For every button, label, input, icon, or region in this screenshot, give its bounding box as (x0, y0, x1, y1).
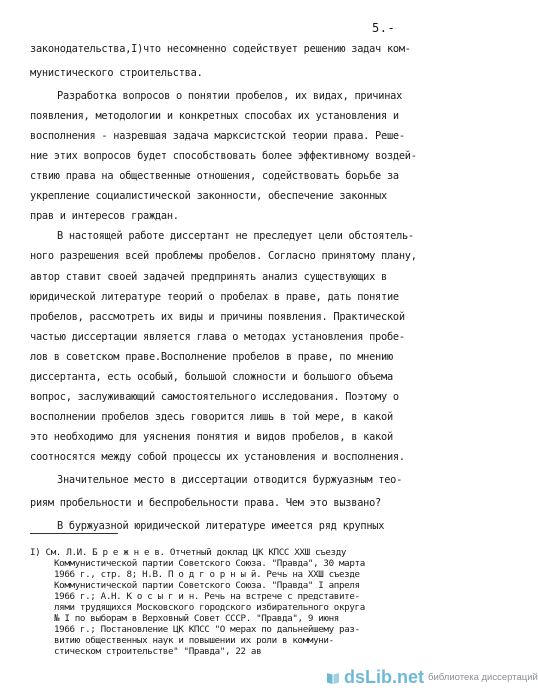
body-line: законодательства,I)что несомненно содействует решению задач ком- (30, 43, 411, 55)
body-line: автор ставит своей задачей предпринять анализ существующих в (30, 271, 387, 283)
footnote-line: Коммунистической партии Советского Союза. "Правда", 30 марта (54, 558, 365, 569)
body-line: ствию права на общественные отношения, содействовать борьбе за (30, 170, 399, 182)
watermark-brand: dsLib.net (344, 667, 425, 687)
body-line: восполнении пробелов здесь говорится лишь в той мере, в какой (30, 411, 393, 423)
footnote-line: стическом строительстве" "Правда", 22 ав (54, 646, 262, 657)
footnote-line: № I по выборам в Верховный Совет СССР. "Правда", 9 июня (54, 613, 339, 624)
body-line: мунистического строительства. (30, 67, 203, 79)
body-line: пробелов, рассмотреть их виды и причины появления. Практической (30, 311, 405, 323)
footnote-line: 1966 г.; А.Н. К о с ы г и н. Речь на встрече с представите- (54, 591, 360, 602)
footnote-rule (30, 533, 118, 534)
site-watermark (326, 667, 538, 688)
body-line: появления, методологии и конкретных способах их установления и (30, 110, 399, 122)
body-line: В буржуазной юридической литературе имеется ряд крупных (57, 520, 385, 532)
body-line: ние этих вопросов будет способствовать более эффективному воздей- (30, 150, 417, 162)
book-icon (326, 671, 340, 685)
body-line: лов в советском праве.Восполнение пробелов в праве, по мнению (30, 351, 393, 363)
body-line: частью диссертации является глава о методах установления пробе- (30, 331, 405, 343)
watermark-caption: библиотека диссертаций (428, 672, 538, 683)
body-line: это необходимо для уяснения понятия и видов пробелов, в какой (30, 431, 393, 443)
footnote-line: лями трудящихся Московского городского избирательного округа (54, 602, 365, 613)
body-line: диссертанта, есть особый, большой сложности и большого объема (30, 371, 393, 383)
page-number: 5.- (372, 21, 396, 35)
body-line: Значительное место в диссертации отводится буржуазным тео- (57, 474, 403, 486)
body-line: восполнения - назревшая задача марксистской теории права. Реше- (30, 130, 405, 142)
body-line: ного разрешения всей проблемы пробелов. Согласно принятому плану, (30, 250, 417, 262)
body-line: укрепление социалистической законности, обеспечение законных (30, 190, 387, 202)
body-line: Разработка вопросов о понятии пробелов, их видах, причинах (57, 90, 403, 102)
body-line: прав и интересов граждан. (30, 210, 179, 222)
body-line: В настоящей работе диссертант не преследует цели обстоятель- (57, 230, 414, 242)
footnote-line: I) См. Л.И. Б р е ж н е в. Отчетный доклад ЦК КПСС ХХШ съезду (30, 547, 347, 558)
body-line: риям пробельности и беспробельности права. Чем это вызвано? (30, 497, 382, 509)
footnote-line: 1966 г.; Постановление ЦК КПСС "О мерах по дальнейшему раз- (54, 624, 360, 635)
body-line: юридической литературе теорий о пробелах в праве, дать понятие (30, 291, 399, 303)
footnote-line: витию общественных наук и повышении их роли в коммуни- (54, 635, 334, 646)
footnote-line: Коммунистической партии Советского Союза. "Правда" I апреля (54, 580, 360, 591)
body-line: вопрос, заслуживающий самостоятельного исследования. Поэтому о (30, 391, 399, 403)
body-line: соотносятся между собой процессы их установления и восполнения. (30, 451, 405, 463)
footnote-line: 1966 г., стр. 8; Н.В. П о д г о р н ы й. Речь на ХХШ съезде (54, 569, 360, 580)
